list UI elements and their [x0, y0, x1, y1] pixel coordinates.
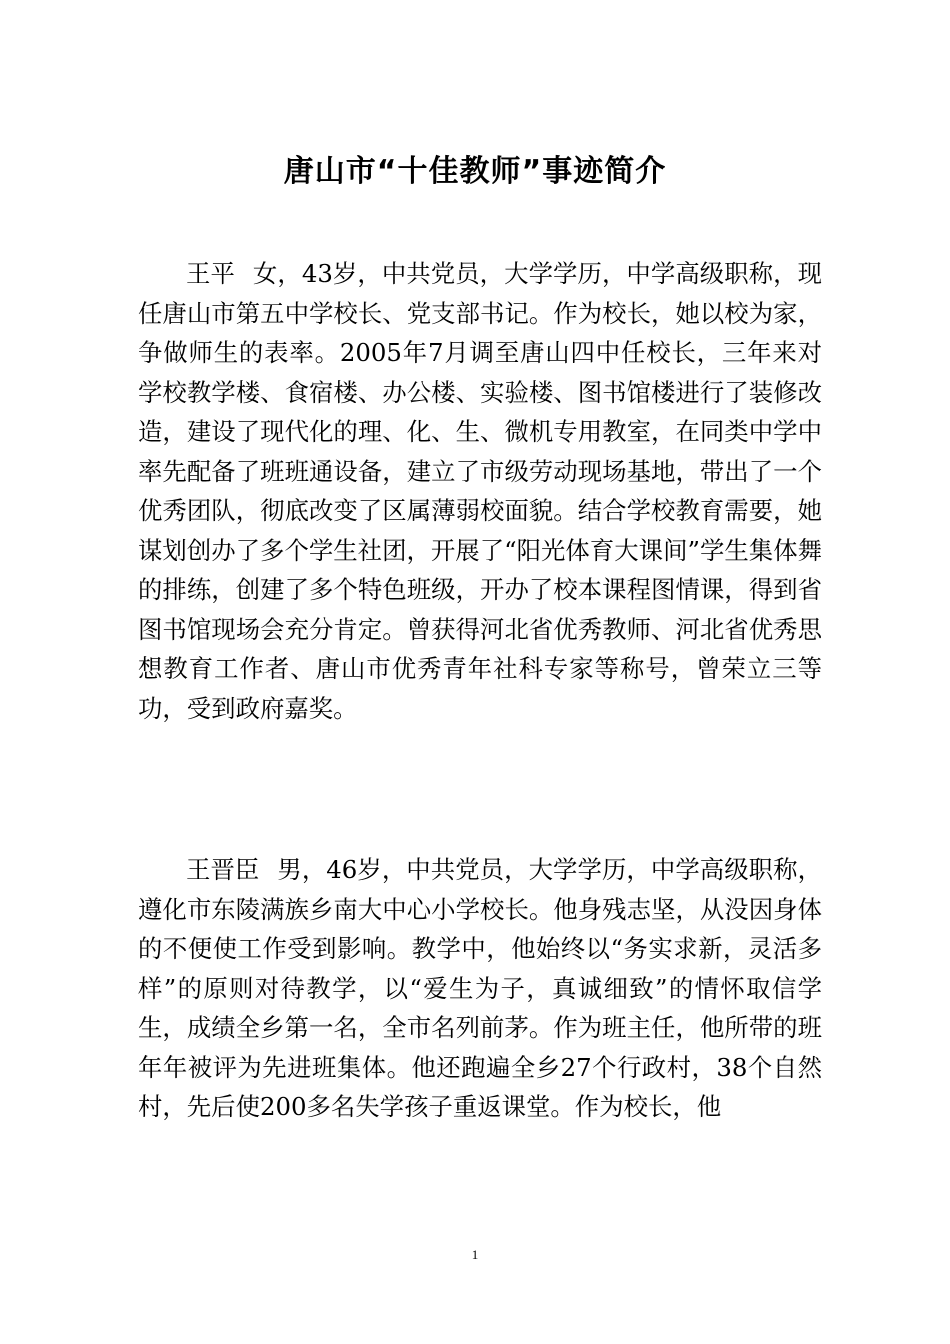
profile-text: 女，43岁，中共党员，大学学历，中学高级职称，现任唐山市第五中学校长、党支部书记。作为校长，她以校为家，争做师生的表率。2005年7月调至唐山四中任校长，三年来对学校教学楼、食宿楼、办公楼、实验楼、图书馆楼进行了装修改造，建设了现代化的理、化、生、微机专用教室，在同类中学中率先配备了班班通设备，建立了市级劳动现场基地，带出了一个优秀团队，彻底改变了区属薄弱校面貌。结合学校教育需要，她谋划创办了多个学生社团，开展了“阳光体育大课间”学生集体舞的排练，创建了多个特色班级，开办了校本课程图情课，得到省图书馆现场会充分肯定。曾获得河北省优秀教师、河北省优秀思想教育工作者、唐山市优秀青年社科专家等称号，曾荣立三等功，受到政府嘉奖。 — [138, 259, 822, 723]
profile-paragraph-wang-jinchen — [138, 850, 822, 1127]
page-number: 1 — [471, 1247, 479, 1262]
profile-name: 王晋臣 — [186, 855, 260, 884]
profile-text: 男，46岁，中共党员，大学学历，中学高级职称，遵化市东陵满族乡南大中心小学校长。他身残志坚，从没因身体的不便使工作受到影响。教学中，他始终以“务实求新，灵活多样”的原则对待教学，以“爱生为子，真诚细致”的情怀取信学生，成绩全乡第一名，全市名列前茅。作为班主任，他所带的班年年被评为先进班集体。他还跑遍全乡27个行政村，38个自然村，先后使200多名失学孩子重返课堂。作为校长，他 — [138, 855, 822, 1121]
profile-name: 王平 — [186, 259, 235, 288]
document-title: 唐山市“十佳教师”事迹简介 — [283, 154, 667, 189]
profile-paragraph-wang-ping — [138, 254, 822, 728]
